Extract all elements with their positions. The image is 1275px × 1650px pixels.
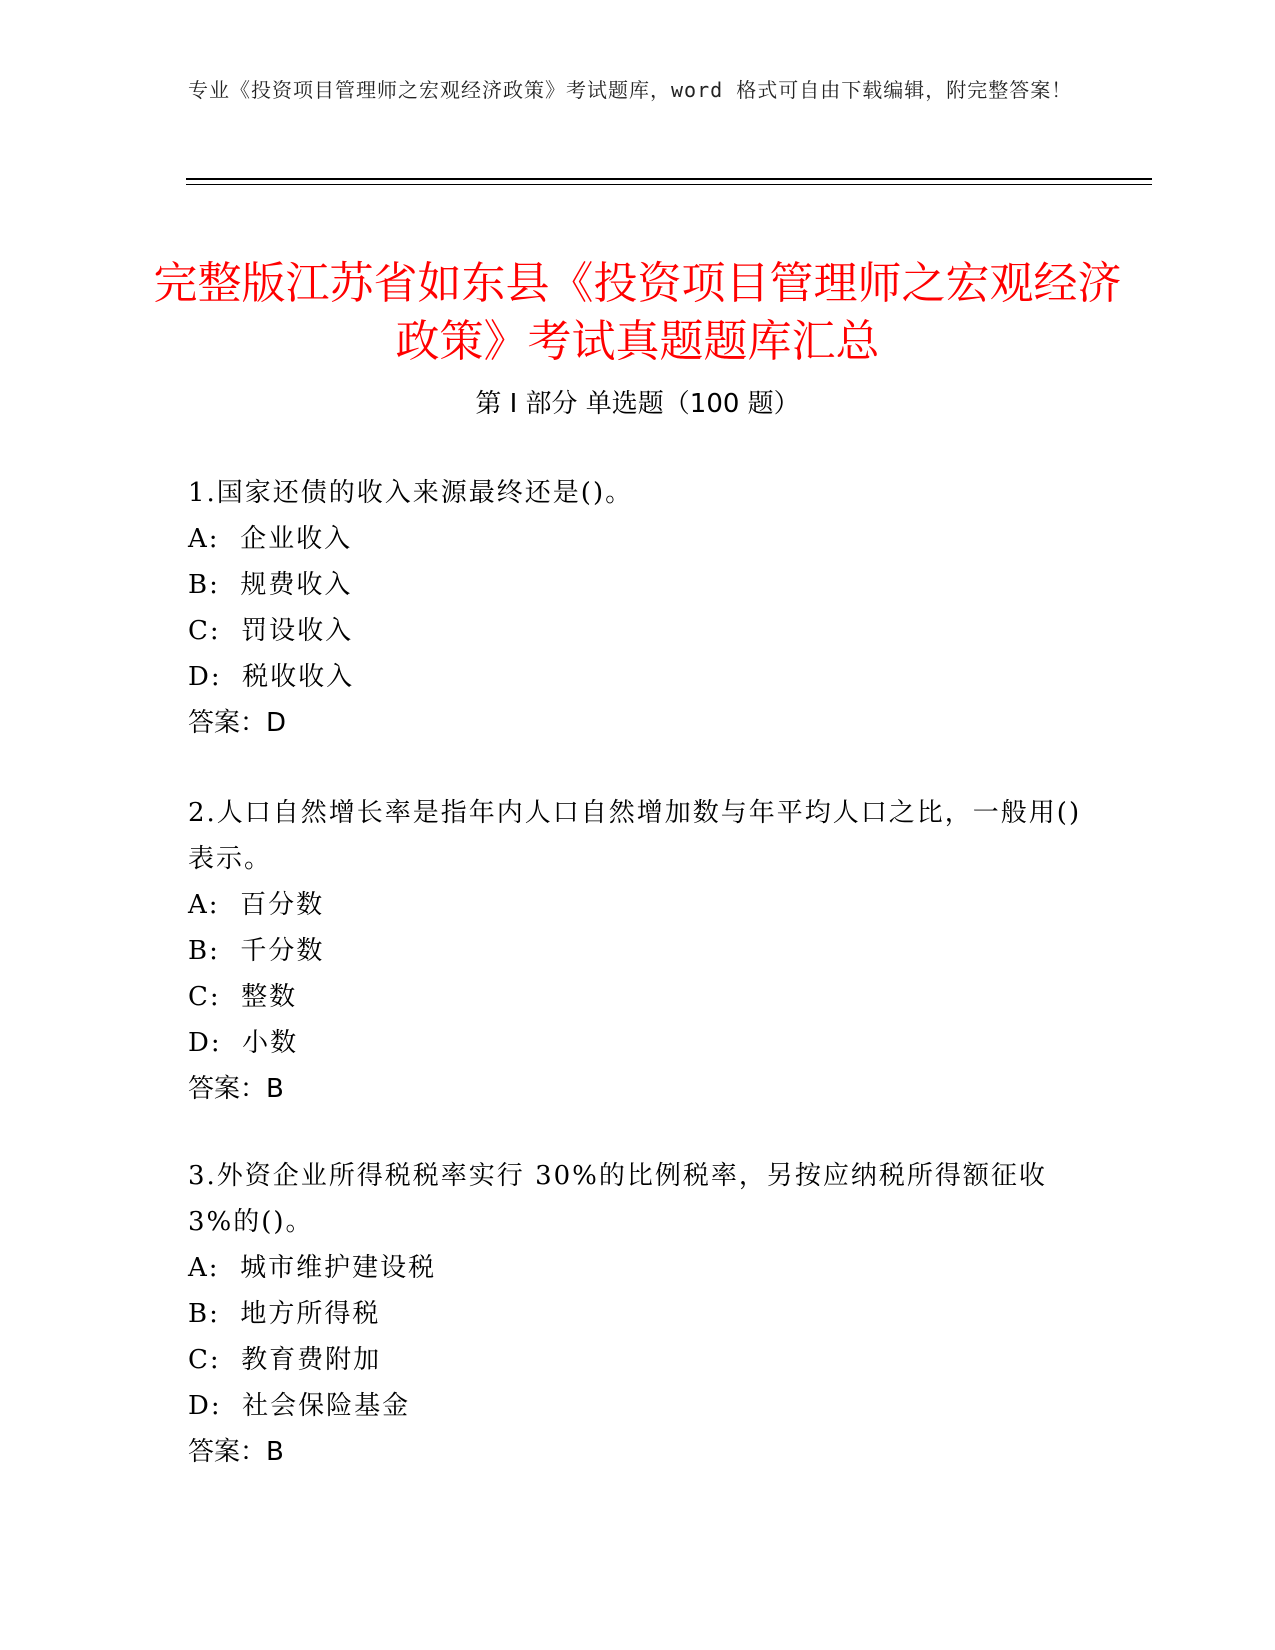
option-b: B: 地方所得税	[188, 1299, 381, 1329]
answer: 答案：B	[188, 1074, 284, 1104]
question-stem: 2.人口自然增长率是指年内人口自然增加数与年平均人口之比，一般用()表示。	[188, 798, 1082, 874]
answer: 答案：B	[188, 1437, 284, 1467]
option-c: C: 罚设收入	[188, 616, 354, 646]
question-1	[188, 470, 1088, 746]
option-d: D: 税收收入	[188, 662, 355, 692]
option-b: B: 千分数	[188, 936, 325, 966]
question-2	[188, 790, 1088, 1112]
option-c: C: 整数	[188, 982, 298, 1012]
document-title: 完整版江苏省如东县《投资项目管理师之宏观经济政策》考试真题题库汇总	[153, 258, 1122, 368]
header-note: 专业《投资项目管理师之宏观经济政策》考试题库，word 格式可自由下载编辑，附完整答案！	[188, 78, 1073, 102]
header-divider-thick	[186, 178, 1152, 180]
question-3	[188, 1153, 1088, 1475]
option-a: A: 城市维护建设税	[188, 1253, 437, 1283]
question-stem: 1.国家还债的收入来源最终还是()。	[188, 478, 634, 508]
answer: 答案：D	[188, 708, 287, 738]
option-a: A: 企业收入	[188, 524, 353, 554]
option-d: D: 小数	[188, 1028, 299, 1058]
section-heading: 第 I 部分 单选题（100 题）	[475, 389, 800, 419]
option-d: D: 社会保险基金	[188, 1391, 411, 1421]
option-a: A: 百分数	[188, 890, 325, 920]
option-b: B: 规费收入	[188, 570, 353, 600]
option-c: C: 教育费附加	[188, 1345, 382, 1375]
header-divider-thin	[186, 184, 1152, 185]
question-stem: 3.外资企业所得税税率实行 30%的比例税率，另按应纳税所得额征收 3%的()。	[188, 1161, 1047, 1237]
